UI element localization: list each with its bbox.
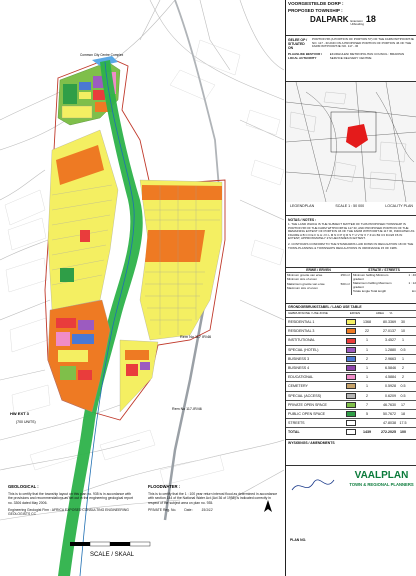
landuse-area: 50.7672 (383, 411, 396, 416)
floodwater-certificate (148, 484, 180, 489)
landuse-erven: 22 (365, 329, 369, 334)
landuse-row (286, 345, 416, 354)
flood-cert-text (148, 492, 278, 512)
date-label: Date : (184, 507, 194, 512)
landuse-pct: 0.5 (400, 347, 406, 352)
landuse-name: RESIDENTIAL 3 (288, 329, 315, 334)
plan-no-label: PLAN NO. (290, 537, 307, 542)
landuse-pct: 2 (402, 365, 404, 370)
note-2: 2. CONTOURS CONFORM TO THE STANDARDS LAID DOWN IN REGULATION 18 OF THE TOWN-PLANNING & TOWNSHIPS REGULATIONS IN ORDINANCE 15 OF 1986. (288, 242, 414, 250)
landuse-pct: 30 (401, 320, 405, 325)
landuse-name: PUBLIC OPEN SPACE (288, 411, 326, 416)
ext-number: 18 (365, 14, 376, 24)
landuse-erven: 7 (366, 402, 368, 407)
total-length-value: km (412, 289, 416, 294)
landuse-pct: 0.5 (400, 384, 406, 389)
landuse-area: 0.6209 (385, 393, 396, 398)
landuse-pct: 100 (400, 430, 406, 435)
landuse-area: 0.5928 (385, 384, 396, 389)
ext-label-en: Extension (350, 19, 363, 23)
situation-label: GELEE OP / SITUATED ON (288, 38, 308, 51)
min-gradient-label: Minimum hellling Minimum gradient (353, 273, 389, 281)
amendments-block (286, 440, 416, 466)
landuse-name: BUSINESS 3 (288, 356, 310, 361)
signature-graphic (288, 468, 344, 502)
landuse-area: 4.5884 (385, 375, 396, 380)
rem-label: Rem No 117 IR/46 (180, 335, 212, 339)
header-block (286, 0, 416, 36)
top-area-label: Common City Centre Complex (80, 53, 124, 57)
max-size-value: 500 m² (340, 282, 350, 287)
landuse-title: GRONDGEBRUIKSTABEL / LAND USE TABLE (288, 305, 362, 309)
landuse-header-row (286, 310, 416, 317)
min-size-label: Minimum grootte van erwe Minimum size of erven (287, 273, 323, 281)
landuse-erven: 2 (366, 356, 368, 361)
landuse-pct: 0.5 (400, 393, 406, 398)
locality-plan-label: LOCALITY PLAN (385, 204, 413, 208)
landuse-swatch (346, 338, 356, 344)
landuse-name: SPECIAL (ACCESS) (288, 393, 322, 398)
landuse-erven: 1368 (363, 320, 371, 325)
landuse-row (286, 317, 416, 326)
landuse-row (286, 418, 416, 427)
landuse-erven: 1 (366, 375, 368, 380)
landuse-swatch (346, 328, 356, 334)
scale-label: SCALE / SKAAL (90, 552, 135, 558)
sig-label: PRIVATE Reg. No. (148, 507, 177, 512)
landuse-pct: 1 (402, 356, 404, 361)
geological-certificate (8, 484, 39, 489)
landuse-swatch (346, 365, 356, 371)
landuse-area: 3.4527 (385, 338, 396, 343)
landuse-pct: 17 (401, 402, 405, 407)
landuse-row (286, 335, 416, 344)
landuse-area: 47.8038 (383, 421, 396, 426)
landuse-swatch (346, 411, 356, 417)
landuse-table (286, 304, 416, 440)
landuse-erven: 1439 (363, 430, 371, 435)
landuse-name: TOTAL (288, 430, 300, 435)
geo-cert-firm: Engineering Geologist Firm : AFRICA EXPOSED CONSULTING ENGINEERING GEOLOGISTS CC (8, 507, 129, 516)
svg-text:GEOLOGICAL :: GEOLOGICAL : (8, 484, 39, 489)
authority-text: EKURHULENI METROPOLITAN COUNCIL : BRAKPAN SERVICE DELIVERY CENTRE (329, 52, 405, 60)
firm-name: VAALPLAN (354, 470, 409, 481)
landuse-area: 2.9663 (385, 356, 396, 361)
col-use: GEBRUIKSONE / USE ZONE (288, 312, 328, 316)
landuse-area: 1.2880 (385, 347, 396, 352)
landuse-erven: 5 (366, 411, 368, 416)
locality-scale: SCALE 1 : 50 000 (335, 204, 365, 208)
situation-block (286, 36, 416, 82)
svg-text:FLOODWATER :: FLOODWATER : (148, 484, 181, 489)
landuse-name: INSTITUTIONAL (288, 338, 315, 343)
geo-cert-body: This is to certify that the township layout on this plan no. 935 is in accordance with the provisions and recommendations as set out in the engineering geological report no. 3306 dated May 2006. (8, 492, 133, 505)
landuse-row (286, 372, 416, 381)
erven-block (286, 268, 416, 304)
township-title-line1: VOORGESTELDE DORP : (288, 1, 344, 6)
landuse-pct: 18 (401, 411, 405, 416)
landuse-pct: 17.5 (399, 421, 407, 426)
col-erven: ERVEN (349, 312, 361, 316)
landuse-swatch (346, 356, 356, 362)
col-pct: % (389, 312, 393, 316)
firm-subtitle: TOWN & REGIONAL PLANNERS (349, 482, 414, 487)
situation-text: PORTION 58 (A PORTION OF PORTION 57) OF THE FARM WITPOORTJE NO. 117 - IR AND ON A PROPOSED PORTION OF PORTION 46 OF THE FARM WITPOORTJE NO. 117 - IR (312, 37, 414, 49)
landuse-swatch (346, 429, 356, 435)
landuse-row (286, 326, 416, 335)
landuse-swatch (346, 420, 356, 426)
landuse-pct: 1 (402, 338, 404, 343)
legend-label: LEGENDPLAN (290, 204, 315, 208)
notes-title: NOTAS / NOTES : (288, 218, 317, 222)
township-name: DALPARK (310, 15, 349, 24)
landuse-erven: 1 (366, 365, 368, 370)
locality-map (286, 82, 416, 202)
landuse-row (286, 409, 416, 418)
date-value: 15/1/12 (201, 507, 213, 512)
landuse-swatch (346, 347, 356, 353)
flood-cert-body: This is to certify that the 1 : 100 year return interval flood as determined in accordance with section 144 of the National Water Act (Act 36 of 1998) is indicated correctly in respect of the subject area on plan no. 935. (148, 492, 278, 505)
landuse-swatch (346, 374, 356, 380)
landuse-name: PRIVATE OPEN SPACE (288, 402, 327, 407)
landuse-name: EDUCATIONAL (288, 375, 314, 380)
landuse-name: RESIDENTIAL 1 (288, 320, 315, 325)
locality-block (286, 82, 416, 216)
landuse-pct: 2 (402, 375, 404, 380)
col-area: AREA (375, 312, 384, 316)
landuse-area: 27.0137 (383, 329, 396, 334)
landuse-row (286, 391, 416, 400)
landuse-row (286, 381, 416, 390)
landuse-area: 6.5846 (385, 365, 396, 370)
landuse-row (286, 363, 416, 372)
landuse-area: 46.7630 (383, 402, 396, 407)
landuse-name: BUSINESS 4 (288, 365, 310, 370)
landuse-erven: 2 (366, 393, 368, 398)
note-1: 1. THE LAND WHICH IS THE SUBJECT MATTER OF THIS PROPOSED TOWNSHIP IS PORTION 58 OF THE FARM WITPOORTJE 117 IR, AND PROPOSED PORTION OF THE REMAINING EXTENT OF PORTION 46 OF THE FARM WITPOORTJE 117 IR, INDICATED AS FIGURE A B C D E F G H J K L M N O P Q R S T U V W X Y Z A1 B2 C3 D4 E5 F6 IN EXTENT, APPROXIMATELY 272 HECTARES IN EXTENT. (288, 222, 415, 241)
landuse-area: 272.2025 (381, 430, 396, 435)
geo-cert-text (8, 492, 136, 516)
ext-label-af: Uitbreiding (350, 22, 364, 27)
landuse-swatch (346, 383, 356, 389)
hw-ext-label: HW EXT 3 (10, 411, 29, 416)
landuse-swatch (346, 319, 356, 325)
max-gradient-value: 1 : 12 (408, 281, 416, 286)
erven-title: ERWE / ERVEN (306, 268, 331, 272)
landuse-name: SPECIAL (HOTEL) (288, 347, 319, 352)
landuse-row (286, 427, 416, 436)
landuse-row (286, 354, 416, 363)
landuse-erven: 1 (366, 347, 368, 352)
amendments-title: WYSIGINGS / AMENDMENTS (288, 441, 335, 445)
total-length-label: Totale lengte Total length (353, 289, 387, 294)
landuse-name: STREETS (288, 421, 305, 426)
landuse-pct: 10 (401, 329, 405, 334)
title-block-panel (285, 0, 416, 576)
authority-label: PLAASLIKE BESTUUR / LOCAL AUTHORITY (288, 52, 323, 60)
hw-units-label: (700 UNITS) (16, 420, 36, 424)
landuse-row (286, 400, 416, 409)
min-size-value: 250 m² (340, 273, 350, 278)
landuse-area: 80.3369 (383, 320, 396, 325)
bottom-rem-label: Rem No 117-IR/46 (172, 407, 202, 411)
streets-title: STRATE / STREETS (368, 268, 400, 272)
landuse-name: CEMETERY (288, 384, 308, 389)
min-gradient-value: 1 : 40 (408, 273, 416, 278)
max-gradient-label: Maksimum hellling Maximum gradient (353, 281, 392, 289)
landuse-rows (286, 317, 416, 436)
landuse-swatch (346, 393, 356, 399)
township-title-line2: PROPOSED TOWNSHIP : (288, 7, 343, 13)
firm-block (286, 466, 416, 576)
landuse-erven: 1 (366, 384, 368, 389)
max-size-label: Maksimum grootte van erwe Maximum size of erven (287, 282, 325, 290)
notes-block (286, 216, 416, 268)
landuse-swatch (346, 402, 356, 408)
landuse-erven: 1 (366, 338, 368, 343)
